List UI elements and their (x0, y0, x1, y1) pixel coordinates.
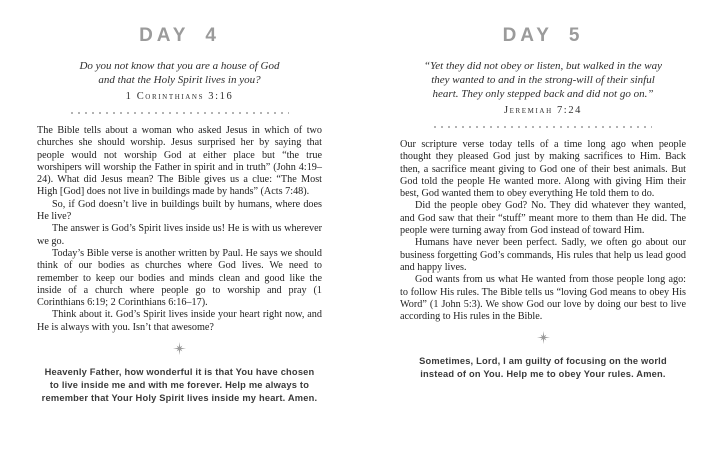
body-paragraph: The Bible tells about a woman who asked Jesus in which of two churches she should worship. Jesus surprised her by saying that people would not worship God at either place but “the true worshipers will worship the Father in spirit and in truth” (John 4:19–24). What did Jesus mean? The Bible gives us a clue: “The Most High [God] does not live in buildings made by hands” (Acts 7:48). (37, 125, 322, 198)
dotted-divider (434, 126, 652, 128)
scripture-reference-right: Jeremiah 7:24 (503, 105, 583, 116)
prayer-line: to live inside me and with me forever. Help me always to (49, 380, 310, 391)
scripture-quote-left (37, 59, 322, 87)
prayer-text-right (400, 355, 686, 381)
body-paragraph: The answer is God’s Spirit lives inside us! He is with us wherever we go. (37, 223, 322, 247)
page-right-day-5 (360, 0, 720, 468)
devotional-body-right (400, 139, 686, 323)
body-paragraph: Did the people obey God? No. They did whatever they wanted, and God saw that their “stuff” meant more to them than He did. The people were turning away from God instead of toward Him. (400, 200, 686, 237)
body-paragraph: Today’s Bible verse is another written by Paul. He says we should think of our bodies as churches where God lives. We need to remember to keep our bodies and minds clean and good like the inside of a church where people go to worship and pray (1 Corinthians 6:19; 2 Corinthians 6:16–17). (37, 247, 322, 309)
body-paragraph: So, if God doesn’t live in buildings built by humans, where does He live? (37, 198, 322, 223)
scripture-line: they wanted to and in the strong-will of their sinful (431, 74, 655, 86)
prayer-line: Heavenly Father, how wonderful it is that You have chosen (44, 367, 315, 378)
scripture-reference-left: 1 Corinthians 3:16 (125, 91, 234, 102)
scripture-line: Do you not know that you are a house of God (79, 60, 280, 72)
body-paragraph: Humans have never been perfect. Sadly, we often go about our business forgetting God’s commands, His rules that help us lead good and happy lives. (400, 237, 686, 273)
scripture-quote-right (400, 59, 686, 101)
scripture-line: “Yet they did not obey or listen, but walked in the way (424, 60, 662, 72)
scripture-line: heart. They only stepped back and did not go on.” (432, 88, 654, 100)
dotted-divider (71, 112, 289, 114)
body-paragraph: Think about it. God’s Spirit lives inside your heart right now, and He is always with you. Isn’t that awesome? (37, 309, 322, 333)
devotional-body-left (37, 125, 322, 334)
prayer-line: instead of on You. Help me to obey Your rules. Amen. (420, 369, 666, 380)
star-ornament-icon (37, 342, 322, 356)
prayer-line: remember that Your Holy Spirit lives inside my heart. Amen. (41, 393, 318, 404)
scripture-line: and that the Holy Spirit lives in you? (98, 74, 261, 86)
body-paragraph: God wants from us what He wanted from those people long ago: to follow His rules. The Bible tells us “loving God means to obey His Word” (1 John 5:3). We show God our love by doing our best to live according to His rules in the Bible. (400, 274, 686, 323)
star-ornament-icon (400, 331, 686, 345)
prayer-text-left (37, 366, 322, 405)
prayer-line: Sometimes, Lord, I am guilty of focusing on the world (419, 356, 667, 367)
day-4-heading: DAY 4 (139, 25, 220, 46)
day-5-heading: DAY 5 (502, 25, 584, 46)
body-paragraph: Our scripture verse today tells of a time long ago when people thought they pleased God just by making sacrifices to Him. Back then, a sacrifice meant giving to God one of their best animals. But God told the people He wanted more. Along with giving Him their best, God wanted them to obey everything He told them to do. (400, 139, 686, 200)
